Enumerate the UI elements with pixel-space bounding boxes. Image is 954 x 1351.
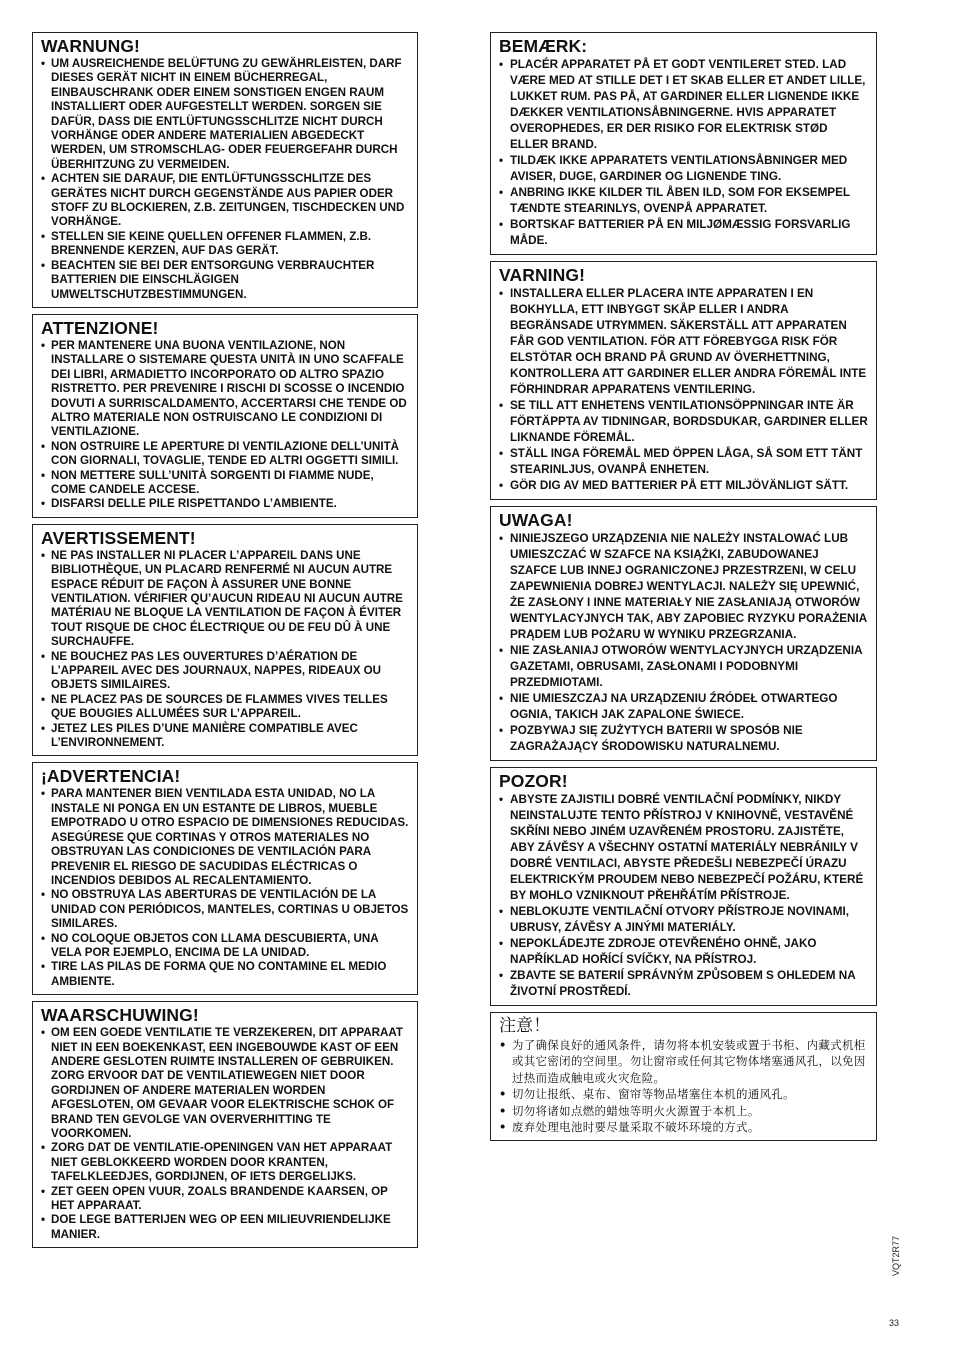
list-item: • BEACHTEN SIE BEI DER ENTSORGUNG VERBRAUCHTER BATTERIEN DIE EINSCHLÄGIGEN UMWELTSCHUTZBESTIMMUNGEN. <box>41 259 409 302</box>
warning-list-sv <box>499 286 868 494</box>
warning-list-fr <box>41 549 409 751</box>
warning-list-it <box>41 339 409 512</box>
list-item: • NINIEJSZEGO URZĄDZENIA NIE NALEŻY INSTALOWAĆ LUB UMIESZCZAĆ W SZAFCE NA KSIĄŻKI, ZABUDOWANEJ SZAFCE LUB INNEJ OGRANICZONEJ PRZESTRZENI, W CELU ZAPEWNIENIA DOBREJ WENTYLACJI. NALEŻY SIĘ UPEWNIĆ, ŻE ZASŁONY I INNE MATERIAŁY NIE ZASŁANIAJĄ OTWORÓW WENTYLACYJNYCH TAK, ABY ZAPOBIEC RYZYKU PORAŻENIA PRĄDEM LUB POŻARU W WYNIKU PRZEGRZANIA. <box>499 531 868 643</box>
list-item: • NIE ZASŁANIAJ OTWORÓW WENTYLACYJNYCH URZĄDZENIA GAZETAMI, OBRUSAMI, ZASŁONAMI I PODOBNYMI PRZEDMIOTAMI. <box>499 643 868 691</box>
warning-box-es <box>32 762 418 995</box>
warning-heading-fr: AVERTISSEMENT! <box>41 527 196 548</box>
list-item: • NON OSTRUIRE LE APERTURE DI VENTILAZIONE DELL’UNITÀ CON GIORNALI, TOVAGLIE, TENDE ED ALTRI OGGETTI SIMILI. <box>41 440 409 469</box>
warning-list-zh <box>499 1037 868 1135</box>
list-item: • 废弃处理电池时要尽量采取不破坏环境的方式。 <box>499 1119 868 1135</box>
warning-list-de <box>41 57 409 302</box>
list-item: • 为了确保良好的通风条件，请勿将本机安装或置于书柜、内藏式机柜或其它密闭的空间里。勿让窗帘或任何其它物体堵塞通风孔，以免因过热而造成触电或火灾危险。 <box>499 1037 868 1086</box>
warning-list-es <box>41 787 409 989</box>
warning-box-cs <box>490 767 877 1006</box>
warning-heading-pl: UWAGA! <box>499 510 573 530</box>
list-item: • PARA MANTENER BIEN VENTILADA ESTA UNIDAD, NO LA INSTALE NI PONGA EN UN ESTANTE DE LIBROS, MUEBLE EMPOTRADO U OTRO ESPACIO DE DIMENSIONES REDUCIDAS. ASEGÚRESE QUE CORTINAS Y OTROS MATERIALES NO OBSTRUYAN LAS CONDICIONES DE VENTILACIÓN PARA PREVENIR EL RIESGO DE SACUDIDAS ELÉCTRICAS O INCENDIOS DEBIDOS AL RECALENTAMIENTO. <box>41 787 409 888</box>
list-item: • BORTSKAF BATTERIER PÅ EN MILJØMÆSSIG FORSVARLIG MÅDE. <box>499 217 868 249</box>
list-item: • 切勿让报纸、桌布、窗帘等物品堵塞住本机的通风孔。 <box>499 1086 868 1102</box>
warning-box-nl <box>32 1001 418 1248</box>
list-item: • ANBRING IKKE KILDER TIL ÅBEN ILD, SOM FOR EKSEMPEL TÆNDTE STEARINLYS, OVENPÅ APPARATET. <box>499 185 868 217</box>
document-code: VQT2R77 <box>891 1235 901 1276</box>
warning-heading-de: WARNUNG! <box>41 36 140 56</box>
list-item: • NIE UMIESZCZAJ NA URZĄDZENIU ŹRÓDEŁ OTWARTEGO OGNIA, TAKICH JAK ZAPALONE ŚWIECE. <box>499 691 868 723</box>
warning-heading-da: BEMÆRK: <box>499 36 588 56</box>
list-item: • POZBYWAJ SIĘ ZUŻYTYCH BATERII W SPOSÓB NIE ZAGRAŻAJĄCY ŚRODOWISKU NATURALNEMU. <box>499 723 868 755</box>
list-item: • DOE LEGE BATTERIJEN WEG OP EEN MILIEUVRIENDELIJKE MANIER. <box>41 1213 409 1242</box>
list-item: • TIRE LAS PILAS DE FORMA QUE NO CONTAMINE EL MEDIO AMBIENTE. <box>41 960 409 989</box>
list-item: • UM AUSREICHENDE BELÜFTUNG ZU GEWÄHRLEISTEN, DARF DIESES GERÄT NICHT IN EINEM BÜCHERREGAL, EINBAUSCHRANK ODER EINEM SONSTIGEN ENGEN RAUM INSTALLIERT ODER AUFGESTELLT WERDEN. SORGEN SIE DAFÜR, DASS DIE ENTLÜFTUNGSSCHLITZE NICHT DURCH VORHÄNGE ODER ANDERE MATERIALIEN ABGEDECKT WERDEN, UM STROMSCHLAG- ODER FEUERGEFAHR DURCH ÜBERHITZUNG ZU VERMEIDEN. <box>41 57 409 172</box>
list-item: • NE PAS INSTALLER NI PLACER L’APPAREIL DANS UNE BIBLIOTHÈQUE, UN PLACARD RENFERMÉ NI AUCUN AUTRE ESPACE RÉDUIT DE FAÇON À ASSURER UNE BONNE VENTILATION. VÉRIFIER QU’AUCUN RIDEAU NI AUCUN AUTRE MATÉRIAU NE BLOQUE LA VENTILATION DE FAÇON À ÉVITER TOUT RISQUE DE CHOC ÉLECTRIQUE OU DE FEU DÛ À UNE SURCHAUFFE. <box>41 549 409 650</box>
list-item: • DISFARSI DELLE PILE RISPETTANDO L’AMBIENTE. <box>41 497 409 511</box>
list-item: • ABYSTE ZAJISTILI DOBRÉ VENTILAČNÍ PODMÍNKY, NIKDY NEINSTALUJTE TENTO PŘÍSTROJ V KNIHOVNĚ, VESTAVĚNÉ SKŘÍNI NEBO JINÉM UZAVŘENÉM PROSTORU. ZAJISTĚTE, ABY ZÁVĚSY A VŠECHNY OSTATNÍ MATERIÁLY NEBRÁNILY V DOBRÉ VENTILACI, ABYSTE PŘEDEŠLI NEBEZPEČÍ ÚRAZU ELEKTRICKÝM PROUDEM NEBO NEBEZPEČÍ POŽÁRU, KTERÉ BY MOHLO VZNIKNOUT PŘEHŘÁTÍM PŘÍSTROJE. <box>499 792 868 904</box>
list-item: • 切勿将诸如点燃的蜡烛等明火火源置于本机上。 <box>499 1103 868 1119</box>
warning-list-cs <box>499 792 868 1000</box>
list-item: • NEPOKLÁDEJTE ZDROJE OTEVŘENÉHO OHNĚ, JAKO NAPŘÍKLAD HOŘÍCÍ SVÍČKY, NA PŘÍSTROJ. <box>499 936 868 968</box>
warning-list-pl <box>499 531 868 755</box>
warning-heading-it: ATTENZIONE! <box>41 317 159 338</box>
warning-heading-cs: POZOR! <box>499 771 568 791</box>
list-item: • INSTALLERA ELLER PLACERA INTE APPARATEN I EN BOKHYLLA, ETT INBYGGT SKÅP ELLER I ANDRA BEGRÄNSADE UTRYMMEN. SÄKERSTÄLL ATT APPARATEN FÅR GOD VENTILATION. FÖR ATT FÖREBYGGA RISK FÖR ELSTÖTAR OCH BRAND PÅ GRUND AV ÖVERHETTNING, KONTROLLERA ATT GARDINER ELLER ANDRA FÖREMÅL INTE FÖRHINDRAR APPARATENS VENTILERING. <box>499 286 868 398</box>
list-item: • SE TILL ATT ENHETENS VENTILATIONSÖPPNINGAR INTE ÄR FÖRTÄPPTA AV TIDNINGAR, BORDSDUKAR, GARDINER ELLER LIKNANDE FÖREMÅL. <box>499 398 868 446</box>
list-item: • NE BOUCHEZ PAS LES OUVERTURES D’AÉRATION DE L’APPAREIL AVEC DES JOURNAUX, NAPPES, RIDEAUX OU OBJETS SIMILAIRES. <box>41 650 409 693</box>
warning-heading-es: ¡ADVERTENCIA! <box>41 766 181 787</box>
warning-box-sv <box>490 261 877 500</box>
warning-heading-zh: 注意！ <box>499 1016 551 1036</box>
page-number: 33 <box>889 1318 900 1328</box>
warning-list-da <box>499 57 868 249</box>
warning-box-de <box>32 32 418 308</box>
warning-list-nl <box>41 1026 409 1242</box>
list-item: • NO COLOQUE OBJETOS CON LLAMA DESCUBIERTA, UNA VELA POR EJEMPLO, ENCIMA DE LA UNIDAD. <box>41 932 409 961</box>
list-item: • STELLEN SIE KEINE QUELLEN OFFENER FLAMMEN, Z.B. BRENNENDE KERZEN, AUF DAS GERÄT. <box>41 230 409 259</box>
warning-box-da <box>490 32 877 255</box>
list-item: • NEBLOKUJTE VENTILAČNÍ OTVORY PŘÍSTROJE NOVINAMI, UBRUSY, ZÁVĚSY A JINÝMI MATERIÁLY. <box>499 904 868 936</box>
list-item: • ZET GEEN OPEN VUUR, ZOALS BRANDENDE KAARSEN, OP HET APPARAAT. <box>41 1185 409 1214</box>
list-item: • GÖR DIG AV MED BATTERIER PÅ ETT MILJÖVÄNLIGT SÄTT. <box>499 478 868 494</box>
list-item: • NO OBSTRUYA LAS ABERTURAS DE VENTILACIÓN DE LA UNIDAD CON PERIÓDICOS, MANTELES, CORTINAS U OBJETOS SIMILARES. <box>41 888 409 931</box>
list-item: • NON METTERE SULL’UNITÀ SORGENTI DI FIAMME NUDE, COME CANDELE ACCESE. <box>41 469 409 498</box>
list-item: • ZBAVTE SE BATERIÍ SPRÁVNÝM ZPŮSOBEM S OHLEDEM NA ŽIVOTNÍ PROSTŘEDÍ. <box>499 968 868 1000</box>
list-item: • NE PLACEZ PAS DE SOURCES DE FLAMMES VIVES TELLES QUE BOUGIES ALLUMÉES SUR L’APPAREIL. <box>41 693 409 722</box>
list-item: • PER MANTENERE UNA BUONA VENTILAZIONE, NON INSTALLARE O SISTEMARE QUESTA UNITÀ IN UNO SCAFFALE DEI LIBRI, ARMADIETTO INCORPORATO OD ALTRO SPAZIO RISTRETTO. PER PREVENIRE I RISCHI DI SCOSSE O INCENDIO DOVUTI A SURRISCALDAMENTO, ACCERTARSI CHE TENDE OD ALTRO MATERIALE NON OSTRUISCANO LE CONDIZIONI DI VENTILAZIONE. <box>41 339 409 440</box>
warning-heading-nl: WAARSCHUWING! <box>41 1005 199 1026</box>
left-column <box>32 32 418 1254</box>
warning-box-fr <box>32 524 418 757</box>
list-item: • ZORG DAT DE VENTILATIE-OPENINGEN VAN HET APPARAAT NIET GEBLOKKEERD WORDEN DOOR KRANTEN, TAFELKLEEDJES, GORDIJNEN, OF IETS DERGELIJKS. <box>41 1141 409 1184</box>
list-item: • STÄLL INGA FÖREMÅL MED ÖPPEN LÅGA, SÅ SOM ETT TÄNT STEARINLJUS, OVANPÅ ENHETEN. <box>499 446 868 478</box>
warning-box-zh <box>490 1012 877 1141</box>
warning-heading-sv: VARNING! <box>499 265 586 285</box>
list-item: • OM EEN GOEDE VENTILATIE TE VERZEKEREN, DIT APPARAAT NIET IN EEN BOEKENKAST, EEN INGEBOUWDE KAST OF EEN ANDERE GESLOTEN RUIMTE INSTALLEREN OF GEBRUIKEN. ZORG ERVOOR DAT DE VENTILATIEWEGEN NIET DOOR GORDIJNEN OF ANDERE MATERIALEN WORDEN AFGESLOTEN, OM GEVAAR VOOR ELEKTRISCHE SCHOK OF BRAND TEN GEVOLGE VAN OVERVERHITTING TE VOORKOMEN. <box>41 1026 409 1141</box>
list-item: • JETEZ LES PILES D’UNE MANIÈRE COMPATIBLE AVEC L’ENVIRONNEMENT. <box>41 722 409 751</box>
warning-box-pl <box>490 506 877 761</box>
right-column <box>490 32 877 1147</box>
list-item: • ACHTEN SIE DARAUF, DIE ENTLÜFTUNGSSCHLITZE DES GERÄTES NICHT DURCH GEGENSTÄNDE AUS PAPIER ODER STOFF ZU BLOCKIEREN, Z.B. ZEITUNGEN, TISCHDECKEN UND VORHÄNGE. <box>41 172 409 230</box>
warning-box-it <box>32 314 418 518</box>
list-item: • TILDÆK IKKE APPARATETS VENTILATIONSÅBNINGER MED AVISER, DUGE, GARDINER OG LIGNENDE TING. <box>499 153 868 185</box>
list-item: • PLACÉR APPARATET PÅ ET GODT VENTILERET STED. LAD VÆRE MED AT STILLE DET I ET SKAB ELLER ET ANDET LILLE, LUKKET RUM. PAS PÅ, AT GARDINER ELLER LIGNENDE IKKE DÆKKER VENTILATIONSÅBNINGERNE. HVIS APPARATET OVEROPHEDES, ER DER RISIKO FOR ELEKTRISK STØD ELLER BRAND. <box>499 57 868 153</box>
